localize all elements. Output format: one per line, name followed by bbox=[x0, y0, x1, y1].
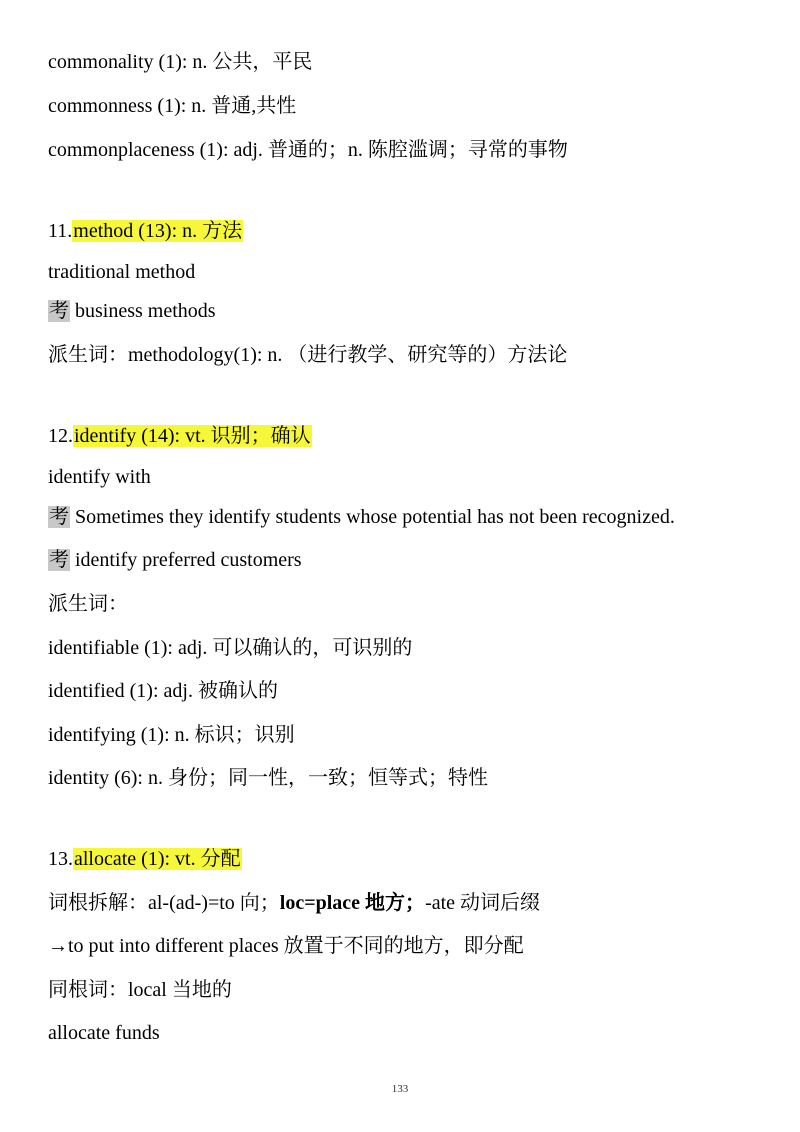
exam-marker: 考 bbox=[49, 300, 69, 322]
derivative-identifiable: identifiable (1): adj. 可以确认的，可识别的 bbox=[48, 637, 413, 659]
exam-marker: 考 bbox=[49, 506, 69, 528]
exam-phrase-text: identify preferred customers bbox=[70, 549, 302, 571]
entry-commonplaceness: commonplaceness (1): adj. 普通的；n. 陈腔滥调；寻常的事物 bbox=[48, 139, 568, 161]
meaning-explanation: →to put into different places 放置于不同的地方，即分配 bbox=[48, 935, 524, 957]
derivative-identified: identified (1): adj. 被确认的 bbox=[48, 680, 278, 702]
derivatives-label: 派生词： bbox=[48, 593, 128, 615]
exam-marker: 考 bbox=[49, 549, 69, 571]
headword-identify: identify (14): vt. 识别；确认 bbox=[74, 425, 311, 447]
heading-number: 12. bbox=[48, 425, 73, 447]
root-breakdown-part2: -ate 动词后缀 bbox=[425, 892, 541, 914]
phrase-traditional-method: traditional method bbox=[48, 261, 196, 283]
derivative-identifying: identifying (1): n. 标识；识别 bbox=[48, 724, 295, 746]
root-breakdown-part1: 词根拆解：al-(ad-)=to 向； bbox=[48, 892, 280, 914]
page-number: 133 bbox=[391, 1083, 409, 1095]
derivative-methodology: 派生词：methodology(1): n. （进行教学、研究等的）方法论 bbox=[48, 344, 568, 366]
exam-phrase-business-methods bbox=[48, 296, 216, 326]
cognate-local: 同根词：local 当地的 bbox=[48, 979, 232, 1001]
heading-method bbox=[48, 216, 243, 246]
heading-number: 13. bbox=[48, 848, 73, 870]
headword-method: method (13): n. 方法 bbox=[73, 220, 243, 242]
heading-allocate bbox=[48, 844, 242, 874]
root-breakdown bbox=[48, 888, 540, 918]
heading-number: 11. bbox=[48, 220, 73, 242]
exam-phrase-text: business methods bbox=[70, 300, 216, 322]
exam-phrase-identify-customers bbox=[48, 545, 302, 575]
entry-commonality: commonality (1): n. 公共，平民 bbox=[48, 51, 313, 73]
entry-commonness: commonness (1): n. 普通,共性 bbox=[48, 95, 297, 117]
derivative-identity: identity (6): n. 身份；同一性，一致；恒等式；特性 bbox=[48, 767, 488, 789]
headword-allocate: allocate (1): vt. 分配 bbox=[74, 848, 241, 870]
exam-sentence-text: Sometimes they identify students whose potential has not been recognized. bbox=[70, 506, 675, 528]
phrase-allocate-funds: allocate funds bbox=[48, 1022, 160, 1044]
heading-identify bbox=[48, 421, 312, 451]
root-breakdown-bold: loc=place 地方； bbox=[279, 892, 426, 914]
exam-sentence-identify-students bbox=[48, 502, 675, 532]
phrase-identify-with: identify with bbox=[48, 466, 151, 488]
